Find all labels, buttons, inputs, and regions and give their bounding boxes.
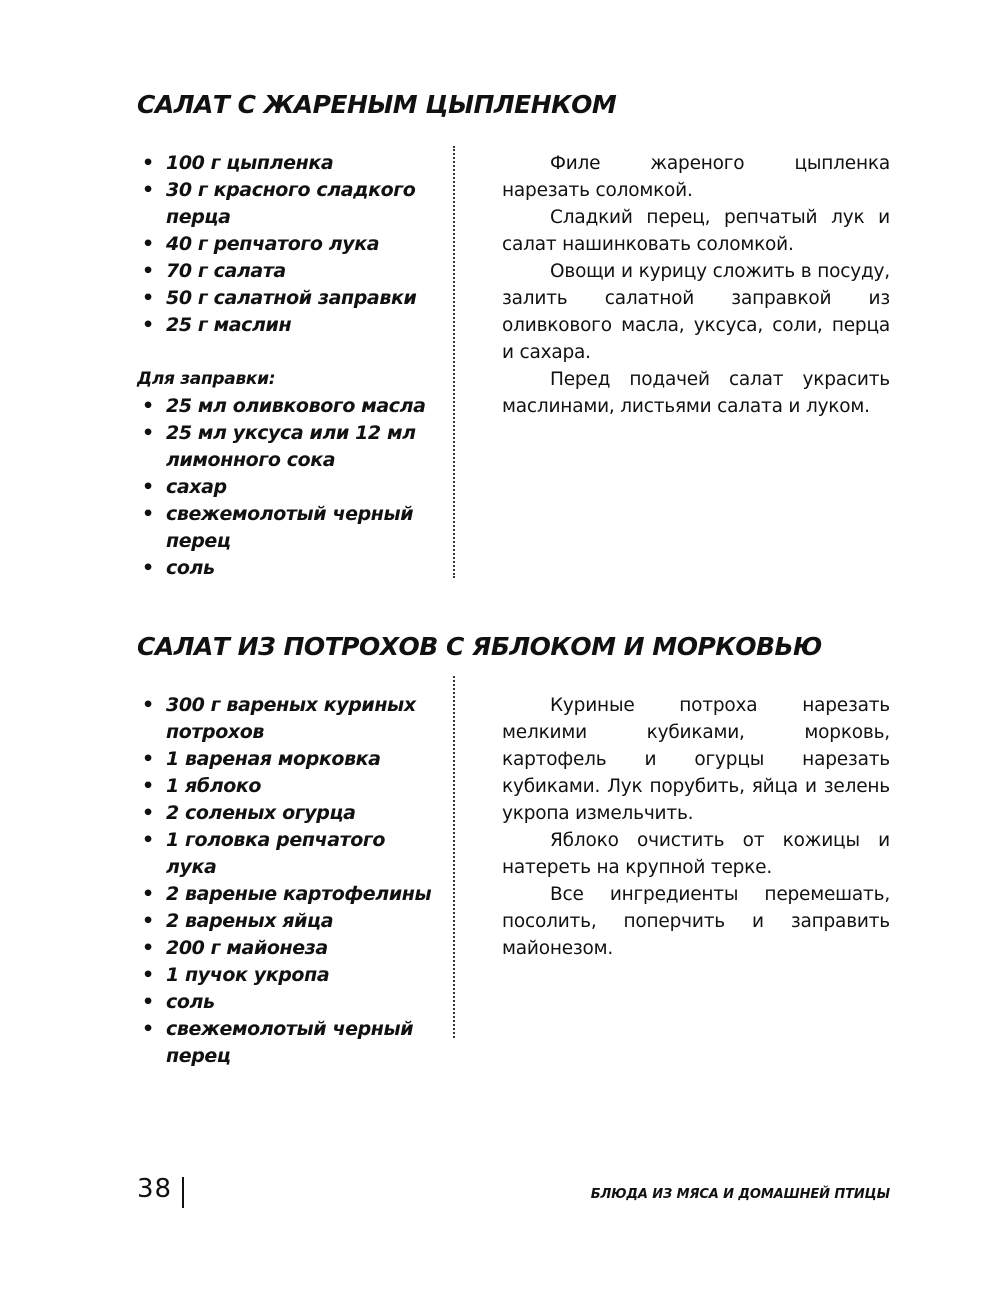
page-number: 38	[137, 1174, 173, 1204]
ingredient-item: • 1 головка репчатого лука	[137, 827, 437, 881]
ingredients-column	[137, 692, 437, 1070]
ingredient-item: • 2 соленых огурца	[137, 800, 437, 827]
ingredient-item: • 25 мл оливкового масла	[137, 393, 437, 420]
recipe-title: САЛАТ С ЖАРЕНЫМ ЦЫПЛЕНКОМ	[137, 90, 617, 119]
column-divider	[453, 146, 455, 578]
instruction-paragraph: Сладкий перец, репчатый лук и салат нашинковать соломкой.	[502, 207, 890, 255]
ingredient-item: • 50 г салатной заправки	[137, 285, 437, 312]
instruction-paragraph: Яблоко очистить от кожицы и натереть на крупной терке.	[502, 830, 890, 878]
ingredient-list	[137, 692, 437, 1070]
instruction-paragraph: Куриные потроха нарезать мелкими кубиками, морковь, картофель и огурцы нарезать кубиками. Лук порубить, яйца и зелень укропа измельчить.	[502, 695, 890, 824]
ingredient-item: • 70 г салата	[137, 258, 437, 285]
ingredient-item: • сахар	[137, 474, 437, 501]
ingredient-item: • соль	[137, 555, 437, 582]
instructions-column	[502, 692, 890, 962]
instruction-paragraph: Перед подачей салат украсить маслинами, листьями салата и луком.	[502, 369, 890, 417]
instruction-paragraph: Все ингредиенты перемешать, посолить, поперчить и заправить майонезом.	[502, 884, 890, 959]
page-number-divider	[182, 1177, 184, 1208]
ingredient-item: • 200 г майонеза	[137, 935, 437, 962]
ingredient-item: • 25 г маслин	[137, 312, 437, 339]
ingredient-item: • соль	[137, 989, 437, 1016]
ingredient-item: • 40 г репчатого лука	[137, 231, 437, 258]
instruction-paragraph: Овощи и курицу сложить в посуду, залить салатной заправкой из оливкового масла, уксуса, соли, перца и сахара.	[502, 261, 890, 363]
ingredient-item: • 30 г красного сладкого перца	[137, 177, 437, 231]
ingredient-item: • 1 вареная морковка	[137, 746, 437, 773]
ingredient-item: • 2 вареных яйца	[137, 908, 437, 935]
section-title: БЛЮДА ИЗ МЯСА И ДОМАШНЕЙ ПТИЦЫ	[590, 1187, 890, 1202]
ingredient-item: • 1 пучок укропа	[137, 962, 437, 989]
ingredient-item: • 1 яблоко	[137, 773, 437, 800]
dressing-heading: Для заправки:	[137, 369, 276, 389]
ingredient-item: • 25 мл уксуса или 12 мл лимонного сока	[137, 420, 437, 474]
instruction-paragraph: Филе жареного цыпленка нарезать соломкой.	[502, 153, 890, 201]
column-divider	[453, 676, 455, 1038]
dressing-list	[137, 393, 437, 582]
recipe-title: САЛАТ ИЗ ПОТРОХОВ С ЯБЛОКОМ И МОРКОВЬЮ	[137, 632, 822, 661]
ingredient-item: • свежемолотый черный перец	[137, 501, 437, 555]
ingredient-item: • 100 г цыпленка	[137, 150, 437, 177]
ingredient-item: • 300 г вареных куриных потрохов	[137, 692, 437, 746]
ingredient-list	[137, 150, 437, 339]
ingredients-column	[137, 150, 437, 582]
instructions-column	[502, 150, 890, 420]
ingredient-item: • свежемолотый черный перец	[137, 1016, 437, 1070]
ingredient-item: • 2 вареные картофелины	[137, 881, 437, 908]
